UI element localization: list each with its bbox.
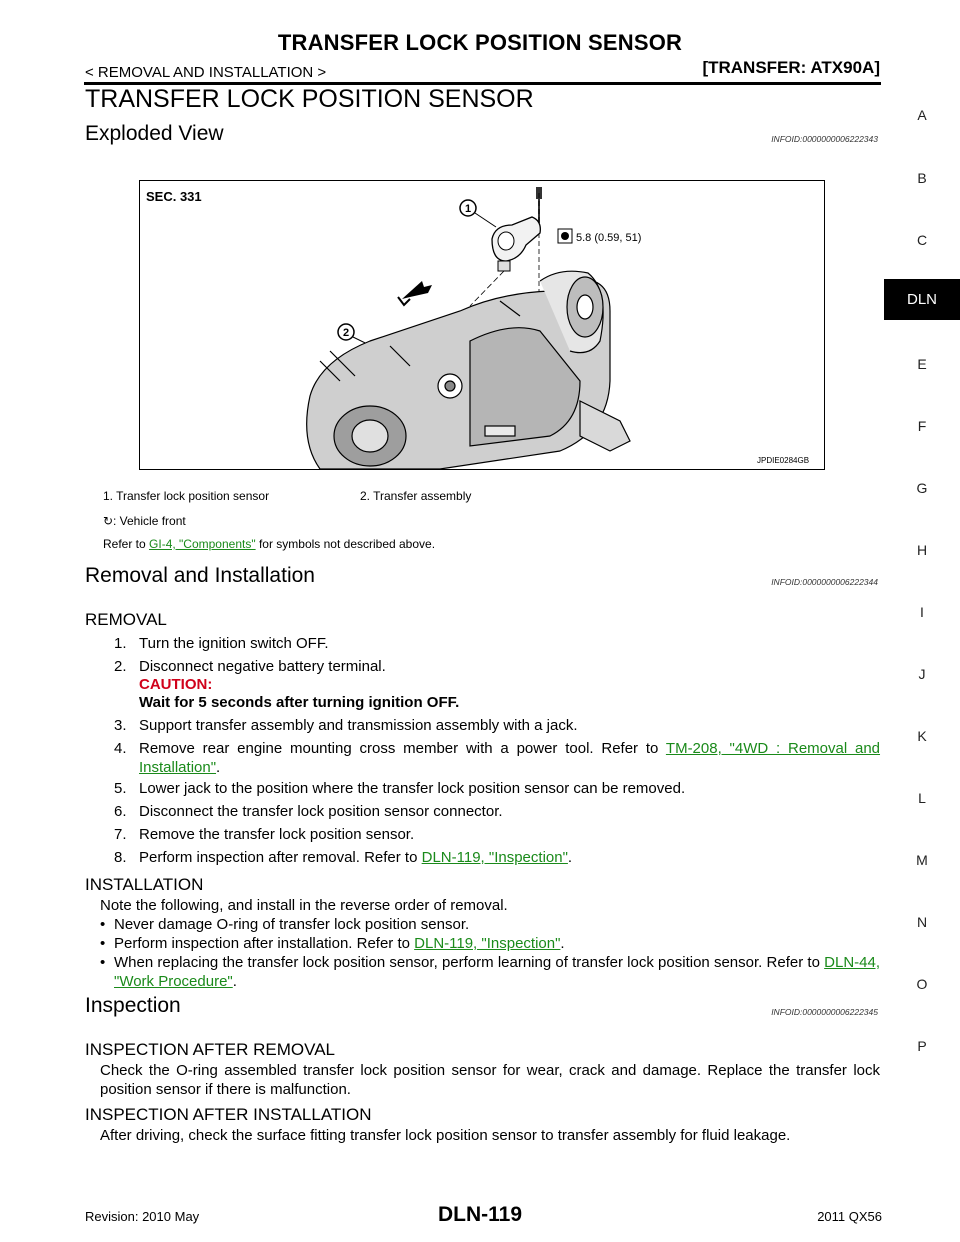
sec-label: SEC. 331	[146, 189, 202, 204]
header-title: TRANSFER LOCK POSITION SENSOR	[277, 30, 683, 55]
dln-119-inspection-link-2[interactable]: DLN-119, "Inspection"	[414, 935, 561, 952]
removal-step-5: 5. Lower jack to the position where the transfer lock position sensor can be removed.	[114, 780, 686, 797]
side-index-p[interactable]: P	[917, 1038, 927, 1054]
side-index-b[interactable]: B	[917, 170, 927, 186]
removal-installation-infoid: INFOID:0000000006222344	[771, 577, 878, 587]
torque-spec	[558, 229, 641, 244]
exploded-view-infoid: INFOID:0000000006222343	[771, 134, 878, 144]
side-index-a[interactable]: A	[917, 107, 927, 123]
removal-step-2: 2. Disconnect negative battery terminal.	[114, 658, 386, 675]
removal-step-6: 6. Disconnect the transfer lock position sensor connector.	[114, 803, 503, 820]
footer-page-number: DLN-119	[437, 1203, 523, 1226]
installation-heading: INSTALLATION	[85, 875, 204, 894]
side-index-e[interactable]: E	[917, 356, 927, 372]
installation-bullet-2: • Perform inspection after installation. Refer to DLN-119, "Inspection".	[100, 935, 565, 952]
vehicle-front-icon: ↻	[103, 514, 114, 528]
removal-step-8: 8. Perform inspection after removal. Refer to DLN-119, "Inspection".	[114, 849, 573, 866]
inspection-heading: Inspection	[85, 994, 181, 1017]
side-index-n[interactable]: N	[916, 914, 928, 930]
side-index-o[interactable]: O	[916, 976, 928, 992]
inspection-after-installation-text: After driving, check the surface fitting transfer lock position sensor to transfer assembly for fluid leakage.	[100, 1127, 791, 1144]
transfer-housing	[307, 271, 630, 469]
removal-step-3: 3. Support transfer assembly and transmission assembly with a jack.	[114, 717, 578, 734]
section-label: [TRANSFER: ATX90A]	[702, 58, 880, 77]
removal-installation-heading: Removal and Installation	[85, 564, 315, 587]
refer-note: Refer to GI-4, "Components" for symbols not described above.	[103, 537, 436, 551]
removal-step-1: 1. Turn the ignition switch OFF.	[114, 635, 329, 652]
exploded-view-figure	[139, 180, 825, 470]
installation-bullet-1: • Never damage O-ring of transfer lock position sensor.	[100, 916, 470, 933]
breadcrumb: < REMOVAL AND INSTALLATION >	[85, 64, 327, 81]
removal-step-4: 4. Remove rear engine mounting cross member with a power tool. Refer to TM-208, "4WD : Removal and Installation".	[114, 740, 881, 776]
inspection-after-removal-heading: INSPECTION AFTER REMOVAL	[85, 1040, 336, 1059]
dln-44-work-procedure-link[interactable]: DLN-44, "Work Procedure"	[114, 954, 880, 990]
vehicle-front-arrow-icon	[398, 281, 432, 305]
side-index-g[interactable]: G	[916, 480, 928, 496]
gi-4-components-link[interactable]: GI-4, "Components"	[149, 537, 256, 551]
vehicle-front-note: ↻: Vehicle front	[103, 514, 186, 528]
removal-heading: REMOVAL	[85, 610, 167, 629]
installation-intro: Note the following, and install in the reverse order of removal.	[100, 897, 508, 914]
inspection-after-removal-text: Check the O-ring assembled transfer lock position sensor for wear, crack and damage. Replace the transfer lock position sensor if there is malfunction.	[100, 1062, 880, 1098]
footer-revision: Revision: 2010 May	[85, 1209, 200, 1224]
side-index-j[interactable]: J	[918, 666, 926, 682]
svg-text:1: 1	[464, 203, 472, 215]
transfer-assembly-illustration	[140, 181, 824, 469]
page-title: TRANSFER LOCK POSITION SENSOR	[85, 85, 534, 113]
callout-1	[460, 200, 496, 227]
legend-item-2: 2. Transfer assembly	[360, 489, 472, 503]
caution-text: Wait for 5 seconds after turning ignition OFF.	[139, 694, 460, 711]
exploded-view-heading: Exploded View	[85, 122, 224, 145]
svg-text:5.8 (0.59, 51): 5.8 (0.59, 51)	[576, 232, 642, 244]
side-index-h[interactable]: H	[916, 542, 928, 558]
svg-text:2: 2	[342, 327, 350, 339]
inspection-after-installation-heading: INSPECTION AFTER INSTALLATION	[85, 1105, 372, 1124]
removal-step-7: 7. Remove the transfer lock position sensor.	[114, 826, 415, 843]
bolt-icon	[536, 187, 542, 291]
side-index-m[interactable]: M	[916, 852, 928, 868]
side-index-dln-active[interactable]: DLN	[884, 279, 960, 320]
side-index-i[interactable]: I	[920, 604, 924, 620]
side-index-k[interactable]: K	[917, 728, 927, 744]
side-index-f[interactable]: F	[917, 418, 927, 434]
figure-code: JPDIE0284GB	[757, 456, 810, 465]
installation-bullet-3: • When replacing the transfer lock position sensor, perform learning of transfer lock position sensor. Refer to DLN-44, "Work Procedure".	[100, 954, 880, 990]
side-index-c[interactable]: C	[916, 232, 928, 248]
side-index-l[interactable]: L	[918, 790, 926, 806]
footer-model: 2011 QX56	[817, 1209, 882, 1224]
dln-119-inspection-link[interactable]: DLN-119, "Inspection"	[421, 849, 568, 866]
inspection-infoid: INFOID:0000000006222345	[771, 1007, 878, 1017]
caution-label: CAUTION:	[139, 676, 213, 693]
legend-item-1: 1. Transfer lock position sensor	[103, 489, 270, 503]
tm-208-link[interactable]: TM-208, "4WD : Removal and Installation"	[139, 740, 881, 776]
